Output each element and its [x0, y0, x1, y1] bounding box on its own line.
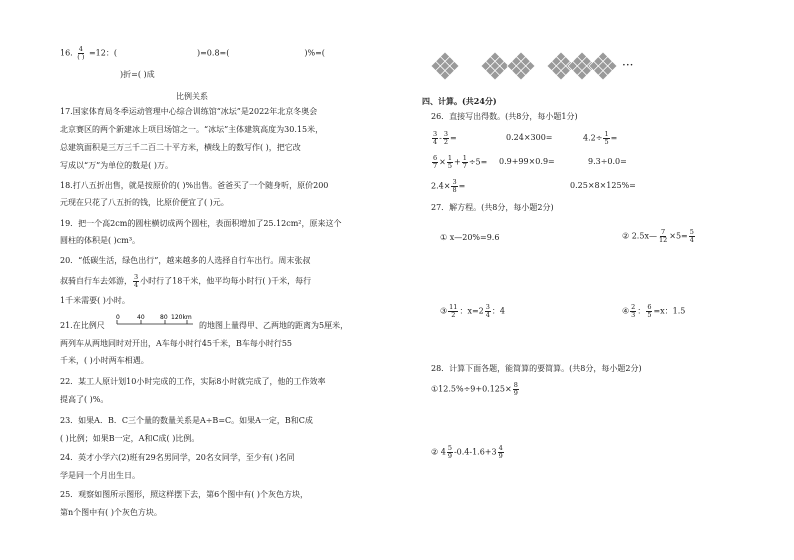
q22-line2: 提高了( )%。 — [60, 395, 109, 404]
q19-line2: 圆柱的体积是( )cm³。 — [60, 236, 141, 245]
q23-line1: 23．如果A．B．C三个量的数量关系是A÷B=C。如果A一定，B和C成 — [60, 416, 313, 425]
q26-r1-b: 0.24×300= — [506, 133, 553, 142]
q27-eq3: ③ $\frac{11}{2}$ ：x=2 $\frac{3}{4}$ ：4 — [440, 303, 505, 319]
q26-r2-b: 0.9+99×0.9= — [499, 157, 555, 166]
q26-r3-a: 2.4× $\frac{3}{8}$ = — [431, 178, 466, 194]
q21-line1-rest: 的地图上量得甲、乙两地的距离为5厘米， — [199, 321, 349, 330]
q26-r1-c: 4.2÷ $\frac{1}{5}$ = — [583, 130, 618, 146]
q17-line4: 写成以“万”为单位的数是( )万。 — [60, 161, 173, 170]
pattern-figure-2 — [478, 40, 538, 90]
q16-line1: 16. 4 ( ) =12：( )=0.8=( )%=( — [60, 45, 325, 61]
diamond-grid — [507, 52, 535, 80]
scale-label-2: 80 — [160, 314, 168, 321]
q19-line1: 19．把一个高2cm的圆柱横切成两个圆柱，表面积增加了25.12cm²，原来这个 — [60, 219, 342, 228]
q25-line2: 第n个图中有( )个灰色方块。 — [60, 508, 162, 517]
diamond-grid — [589, 52, 617, 80]
scale-label-1: 40 — [137, 314, 145, 321]
q21-line1: 21.在比例尺 — [60, 321, 105, 330]
section4-title: 四、计算。(共24分) — [422, 96, 497, 106]
q17-line1: 17.国家体育局冬季运动管理中心综合训练馆“冰坛”是2022年北京冬奥会 — [60, 107, 318, 116]
pattern-figure-3 — [546, 40, 618, 90]
q27-title: 27．解方程。(共8分，每小题2分) — [431, 203, 554, 212]
scale-label-0: 0 — [116, 314, 120, 321]
pattern-dots: ··· — [622, 58, 634, 72]
q17-line2: 北京赛区的两个新建冰上项目场馆之一。“冰坛”主体建筑高度为30.15米， — [60, 125, 324, 134]
q21-line3: 千米，( )小时两车相遇。 — [60, 356, 149, 365]
q17-line3: 总建筑面积是三万三千二百二十平方米，横线上的数写作( )，把它改 — [60, 143, 301, 152]
q25-line1: 25．观察如图所示图形，照这样摆下去，第6个图中有( )个灰色方块， — [60, 490, 309, 499]
q20-line1: 20．“低碳生活，绿色出行”，越来越多的人选择自行车出行。周末张叔 — [60, 256, 311, 265]
q20-fraction: $\frac{3}{4}$ — [134, 273, 139, 289]
q28-item1: ①12.5%÷9+0.125× $\frac{8}{9}$ — [431, 381, 518, 397]
q28-title: 28．计算下面各题，能简算的要简算。(共8分，每小题2分) — [431, 364, 642, 373]
q21-line2: 两列车从两地同时对开出，A车每小时行45千米，B车每小时行55 — [60, 339, 293, 348]
diamond-grid — [431, 52, 459, 80]
q26-r3-b: 0.25×8×125%= — [570, 181, 636, 190]
q27-eq2: ② 2.5x— $\frac{7}{12}$ ×5= $\frac{5}{4}$ — [622, 228, 694, 244]
q26-title: 26．直接写出得数。(共8分，每小题1分) — [431, 112, 578, 121]
q26-r1-a: $\frac{3}{4}$ - $\frac{3}{2}$ = — [433, 130, 457, 146]
q26-r2-c: 9.3÷0.0= — [588, 157, 627, 166]
q16-fraction: 4 ( ) — [77, 45, 85, 61]
q18-line1: 18.打八五折出售，就是按原价的( )%出售。爸爸买了一个随身听，原价200 — [60, 181, 329, 190]
section-title-ratio: 比例关系 — [176, 92, 208, 101]
q24-line2: 学是同一个月出生日。 — [60, 471, 140, 480]
q27-eq1: ① x—20%=9.6 — [440, 233, 500, 242]
q16-line2: )折=( )成 — [120, 70, 155, 79]
pattern-figure-1 — [420, 40, 470, 90]
q27-eq4: ④ $\frac{2}{3}$ ： $\frac{6}{5}$ =x：1.5 — [622, 303, 686, 319]
diamond-grid — [481, 52, 509, 80]
q18-line2: 元现在只花了八五折的钱，比原价便宜了( )元。 — [60, 198, 229, 207]
q20-line2: 叔骑自行车去郊游， $\frac{3}{4}$ 小时行了18千米，他平均每小时行( )千米，每行 — [60, 273, 312, 289]
scale-label-3: 120km — [171, 314, 192, 321]
q23-line2: ( )比例；如果B一定，A和C成( )比例。 — [60, 434, 200, 443]
q28-item2: ② 4 $\frac{5}{9}$ -0.4-1.6+3 $\frac{4}{9}$ — [431, 444, 503, 460]
q22-line1: 22．某工人原计划10小时完成的工作，实际8小时就完成了，他的工作效率 — [60, 377, 326, 386]
q24-line1: 24．英才小学六(2)班有29名男同学，20名女同学，至少有( )名同 — [60, 453, 295, 462]
scale-bar — [115, 314, 197, 332]
q20-line3: 1千米需要( )小时。 — [60, 296, 130, 305]
q26-r2-a: $\frac{6}{7}$ × $\frac{1}{5}$ + $\frac{1}{7}$ ÷5= — [433, 154, 488, 170]
